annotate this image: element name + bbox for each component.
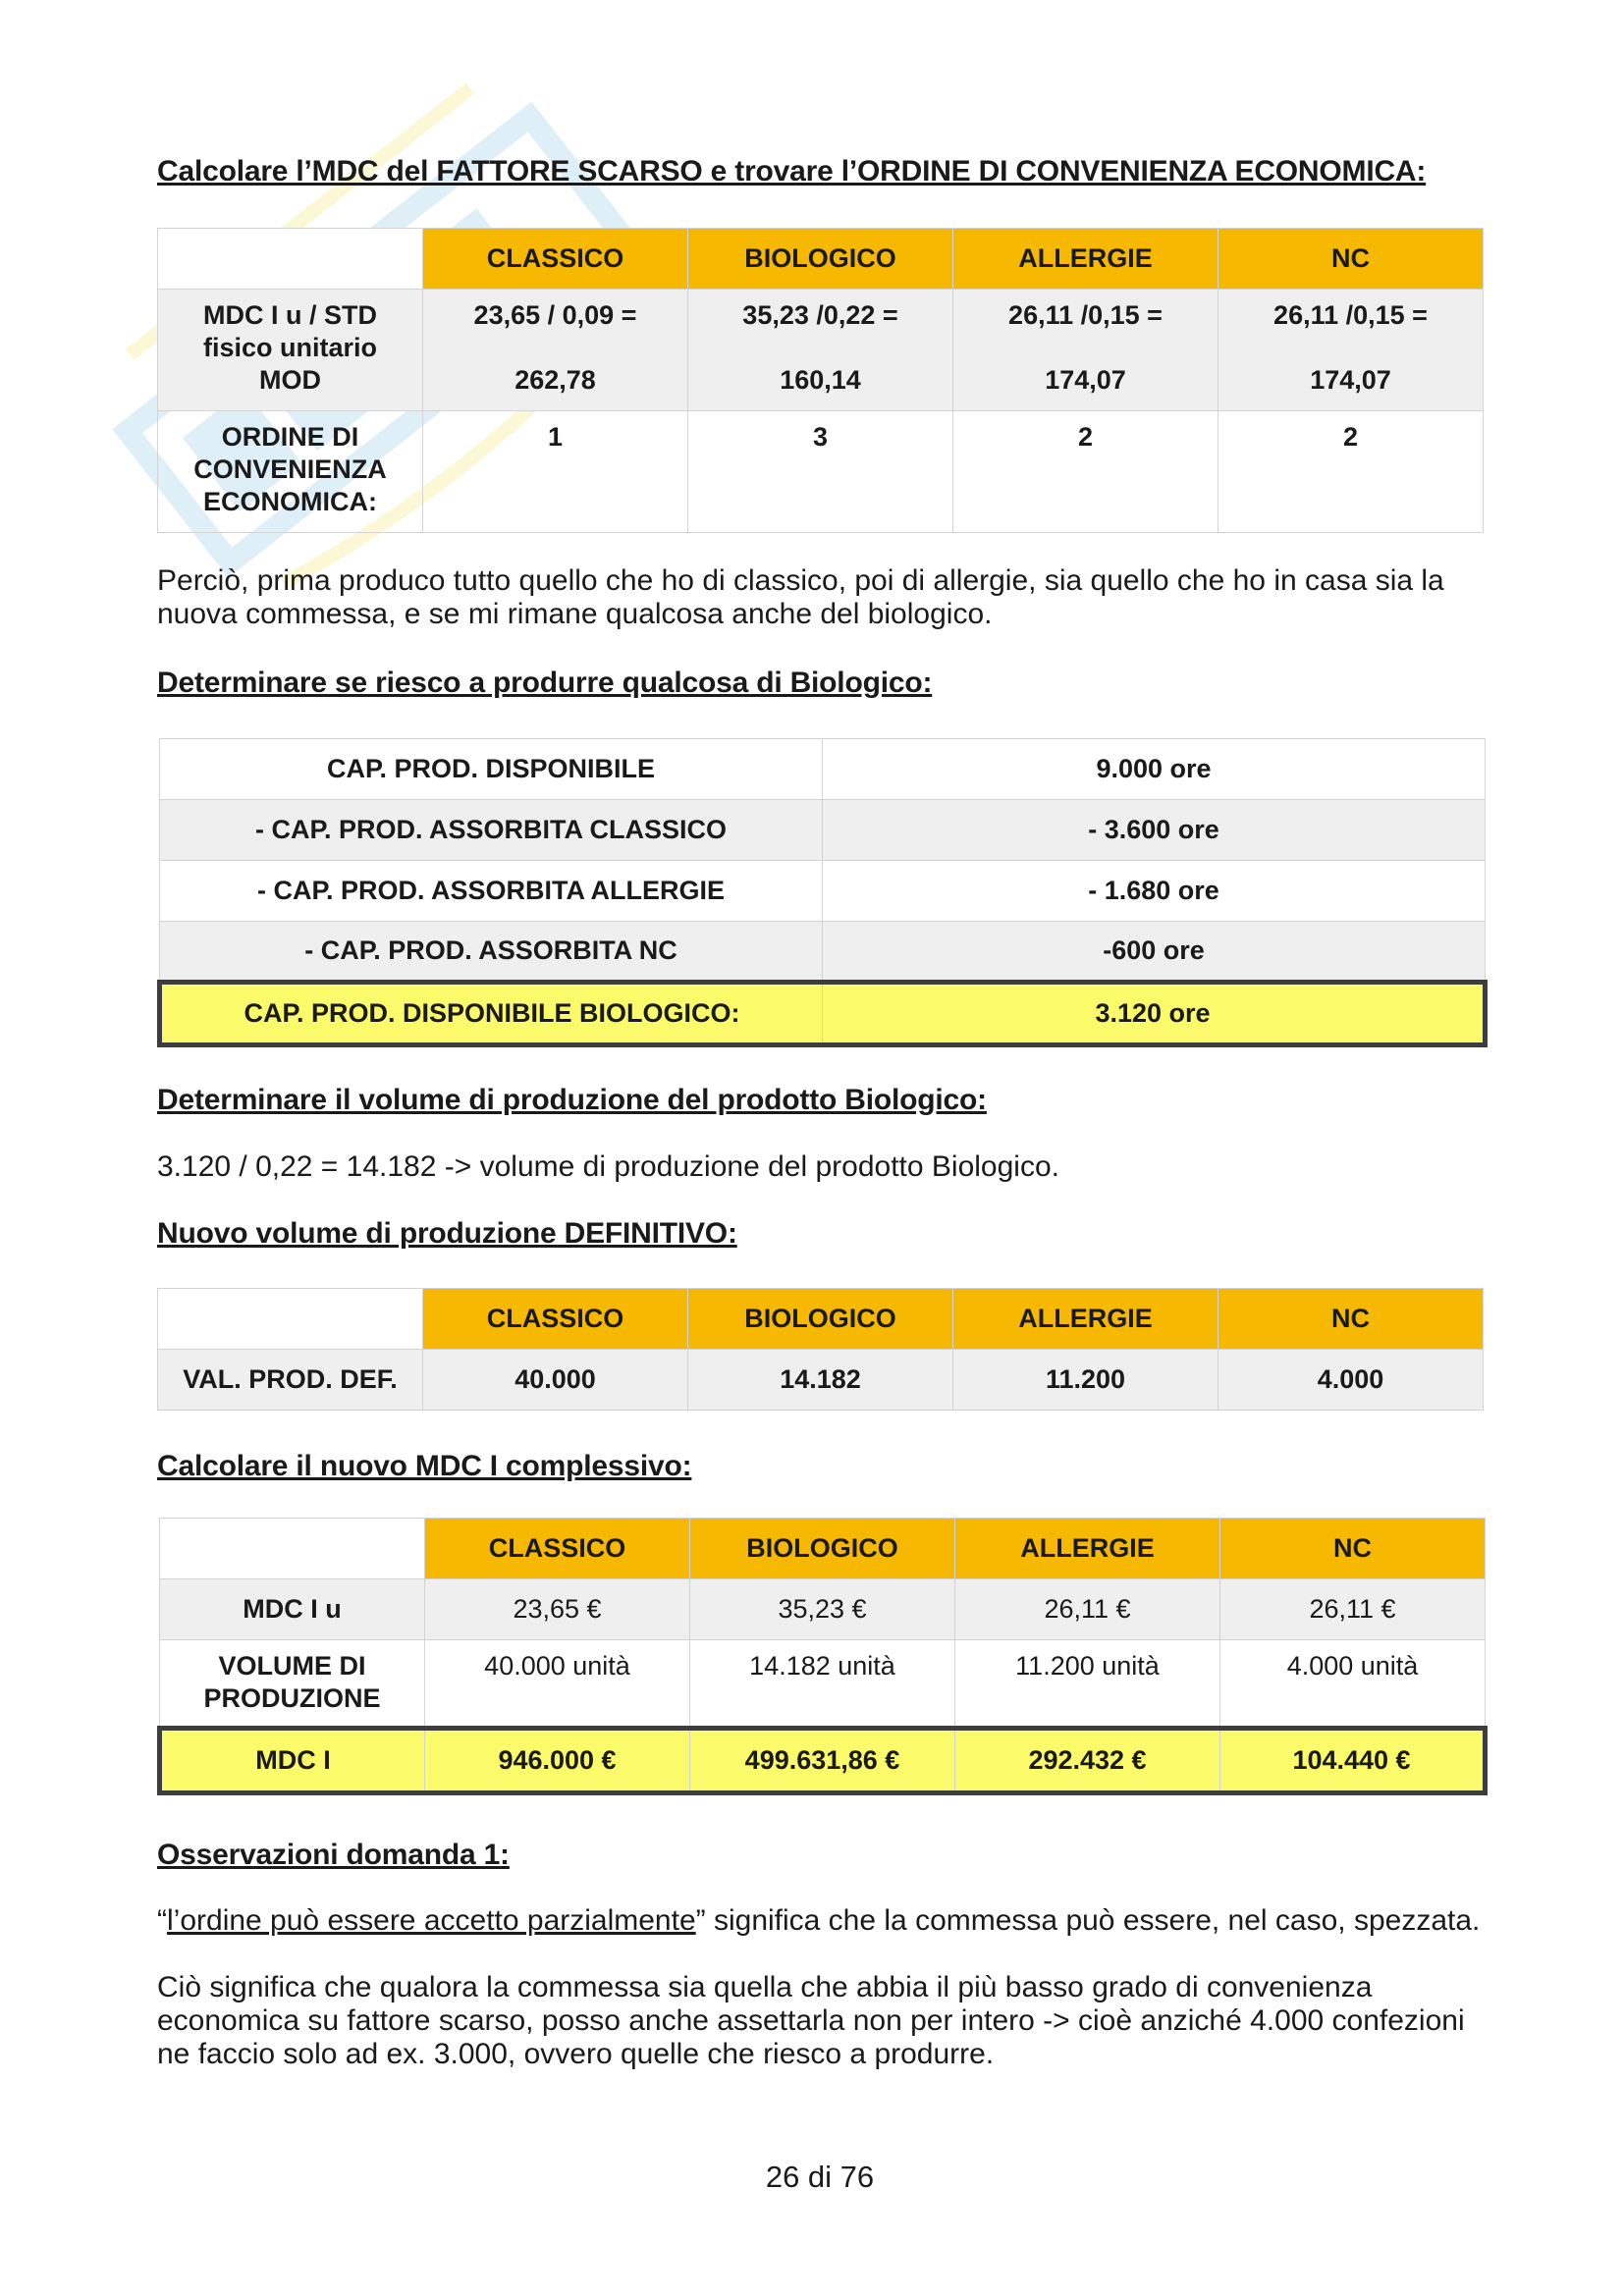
col-header: ALLERGIE	[953, 1289, 1218, 1350]
paragraph-quote: “l’ordine può essere accetto parzialmente” significa che la commessa può essere, nel caso, spezzata.	[157, 1904, 1481, 1937]
col-header: CLASSICO	[425, 1519, 690, 1579]
table-cell: 23,65 €	[425, 1579, 690, 1640]
col-header: BIOLOGICO	[688, 229, 953, 290]
col-header: ALLERGIE	[953, 229, 1218, 290]
row-label: VAL. PROD. DEF.	[158, 1350, 423, 1411]
heading-volume-biologico: Determinare il volume di produzione del prodotto Biologico:	[157, 1084, 987, 1116]
table-cell: 1	[423, 411, 688, 533]
col-header: NC	[1218, 229, 1484, 290]
total-row-value: 946.000 €	[425, 1729, 690, 1793]
table-cell: - CAP. PROD. ASSORBITA ALLERGIE	[160, 861, 823, 922]
heading-ordine-convenienza: Calcolare l’MDC del FATTORE SCARSO e trovare l’ORDINE DI CONVENIENZA ECONOMICA:	[157, 155, 1427, 187]
table-cell: 40.000 unità	[425, 1640, 690, 1729]
row-label: VOLUME DI PRODUZIONE	[160, 1640, 425, 1729]
table-cell: 14.182 unità	[690, 1640, 955, 1729]
heading-osservazioni: Osservazioni domanda 1:	[157, 1839, 510, 1871]
table-cell: 4.000 unità	[1220, 1640, 1486, 1729]
table-cell: 2	[1218, 411, 1484, 533]
total-row-value: 499.631,86 €	[690, 1729, 955, 1793]
col-header: BIOLOGICO	[690, 1519, 955, 1579]
table-cell: - CAP. PROD. ASSORBITA NC	[160, 922, 823, 983]
table-cell: 26,11 /0,15 = 174,07	[953, 290, 1218, 411]
page-number: 26 di 76	[765, 2160, 875, 2194]
table-cell: CAP. PROD. DISPONIBILE	[160, 739, 823, 800]
col-header: BIOLOGICO	[688, 1289, 953, 1350]
table-cell: 3	[688, 411, 953, 533]
total-row-label: MDC I	[160, 1729, 425, 1793]
table-cell: 26,11 €	[1220, 1579, 1486, 1640]
table-cell: - 3.600 ore	[823, 800, 1486, 861]
table-cell: 11.200 unità	[955, 1640, 1220, 1729]
col-header: NC	[1220, 1519, 1486, 1579]
col-header: ALLERGIE	[955, 1519, 1220, 1579]
table-mdc-fattore-scarso	[157, 228, 1484, 533]
table-cell: 26,11 €	[955, 1579, 1220, 1640]
table-cell: 4.000	[1218, 1350, 1484, 1411]
paragraph-cio-significa: Ciò significa che qualora la commessa sia quella che abbia il più basso grado di convenienza economica su fattore scarso, posso anche assettarla non per intero -> cioè anziché 4.000 confezioni ne faccio solo ad ex. 3.000, ovvero quelle che riesco a produrre.	[157, 1971, 1465, 2070]
row-label-ordine: ORDINE DI CONVENIENZA ECONOMICA:	[158, 411, 423, 533]
table-volume-definitivo	[157, 1288, 1484, 1411]
table-corner	[158, 229, 423, 290]
table-cell: -600 ore	[823, 922, 1486, 983]
table-cell: - CAP. PROD. ASSORBITA CLASSICO	[160, 800, 823, 861]
table-cell: 26,11 /0,15 = 174,07	[1218, 290, 1484, 411]
paragraph-percio: Perciò, prima produco tutto quello che ho di classico, poi di allergie, sia quello che ho in casa sia la nuova commessa, e se mi rimane qualcosa anche del biologico.	[157, 564, 1444, 630]
table-cell: 2	[953, 411, 1218, 533]
col-header: CLASSICO	[423, 229, 688, 290]
table-cell: 35,23 €	[690, 1579, 955, 1640]
row-label-mdc-std: MDC I u / STD fisico unitario MOD	[158, 290, 423, 411]
table-cell: 35,23 /0,22 = 160,14	[688, 290, 953, 411]
table-corner	[160, 1519, 425, 1579]
volume-calculation: 3.120 / 0,22 = 14.182 -> volume di produzione del prodotto Biologico.	[157, 1150, 1059, 1183]
table-cell: 23,65 / 0,09 = 262,78	[423, 290, 688, 411]
total-row-value: 3.120 ore	[823, 983, 1486, 1045]
table-cell: - 1.680 ore	[823, 861, 1486, 922]
table-cell: 40.000	[423, 1350, 688, 1411]
col-header: CLASSICO	[423, 1289, 688, 1350]
total-row-value: 292.432 €	[955, 1729, 1220, 1793]
table-cell: 11.200	[953, 1350, 1218, 1411]
total-row-label: CAP. PROD. DISPONIBILE BIOLOGICO:	[160, 983, 823, 1045]
col-header: NC	[1218, 1289, 1484, 1350]
table-capacita-produttiva	[157, 738, 1488, 1047]
table-cell: 9.000 ore	[823, 739, 1486, 800]
table-cell: 14.182	[688, 1350, 953, 1411]
quoted-phrase: l’ordine può essere accetto parzialmente	[167, 1904, 696, 1937]
table-mdc-complessivo	[157, 1518, 1488, 1795]
heading-determinare-biologico: Determinare se riesco a produrre qualcosa di Biologico:	[157, 667, 933, 699]
heading-mdc-complessivo: Calcolare il nuovo MDC I complessivo:	[157, 1450, 692, 1482]
total-row-value: 104.440 €	[1220, 1729, 1486, 1793]
heading-volume-definitivo: Nuovo volume di produzione DEFINITIVO:	[157, 1217, 737, 1250]
table-corner	[158, 1289, 423, 1350]
row-label: MDC I u	[160, 1579, 425, 1640]
